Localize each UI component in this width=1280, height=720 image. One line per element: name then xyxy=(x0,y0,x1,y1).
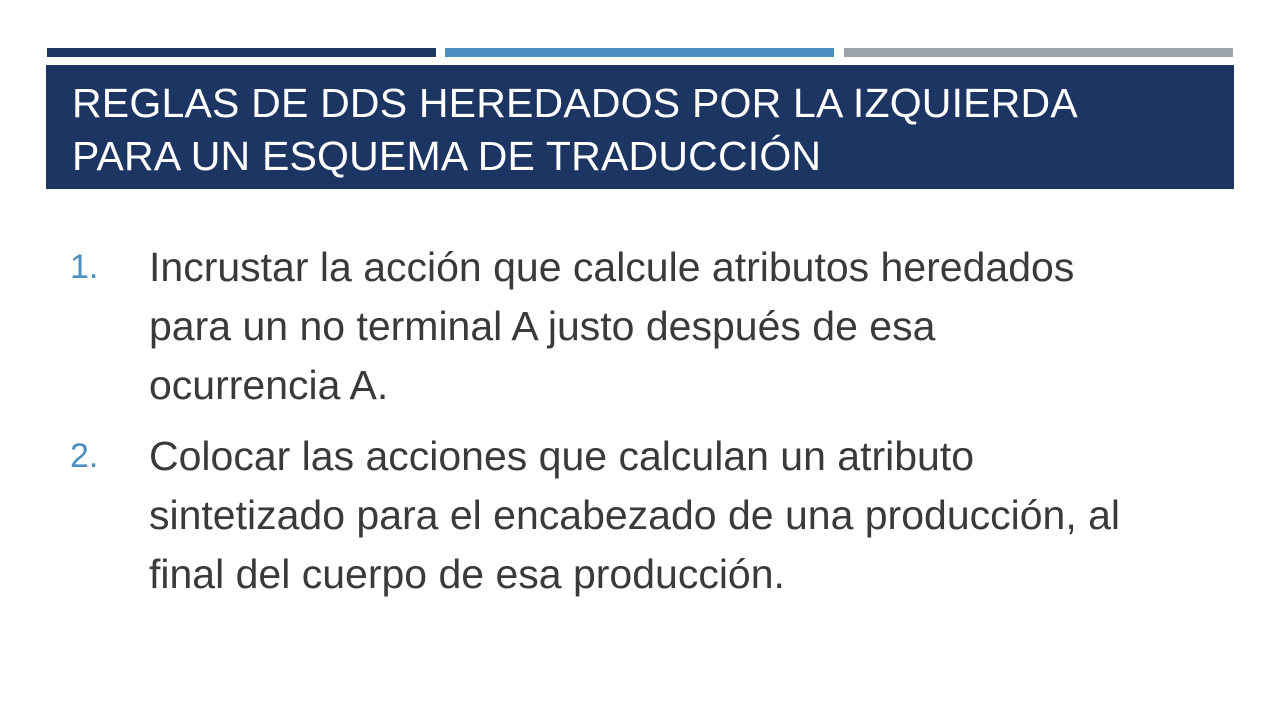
list-item-text xyxy=(149,238,1220,415)
list-item-line: Colocar las acciones que calculan un atributo xyxy=(149,433,975,479)
list-item-line: Incrustar la acción que calcule atributos heredados xyxy=(149,244,1075,290)
list-item-number: 1. xyxy=(70,248,99,286)
list-item-text xyxy=(149,427,1220,604)
list-item xyxy=(70,238,1220,415)
accent-bar-blue xyxy=(445,48,834,57)
slide-title-line-1: REGLAS DE DDS HEREDADOS POR LA IZQUIERDA xyxy=(72,80,1078,126)
accent-bar-gray xyxy=(844,48,1233,57)
list-item-line: final del cuerpo de esa producción. xyxy=(149,551,785,597)
list-item-number: 2. xyxy=(70,437,99,475)
numbered-list xyxy=(70,238,1220,616)
slide-title-box xyxy=(46,65,1234,189)
list-item xyxy=(70,427,1220,604)
list-item-line: sintetizado para el encabezado de una producción, al xyxy=(149,492,1121,538)
list-item-line: ocurrencia A. xyxy=(149,362,389,408)
accent-bar-dark xyxy=(47,48,436,57)
slide-title-line-2: PARA UN ESQUEMA DE TRADUCCIÓN xyxy=(72,133,822,179)
list-item-line: para un no terminal A justo después de esa xyxy=(149,303,936,349)
